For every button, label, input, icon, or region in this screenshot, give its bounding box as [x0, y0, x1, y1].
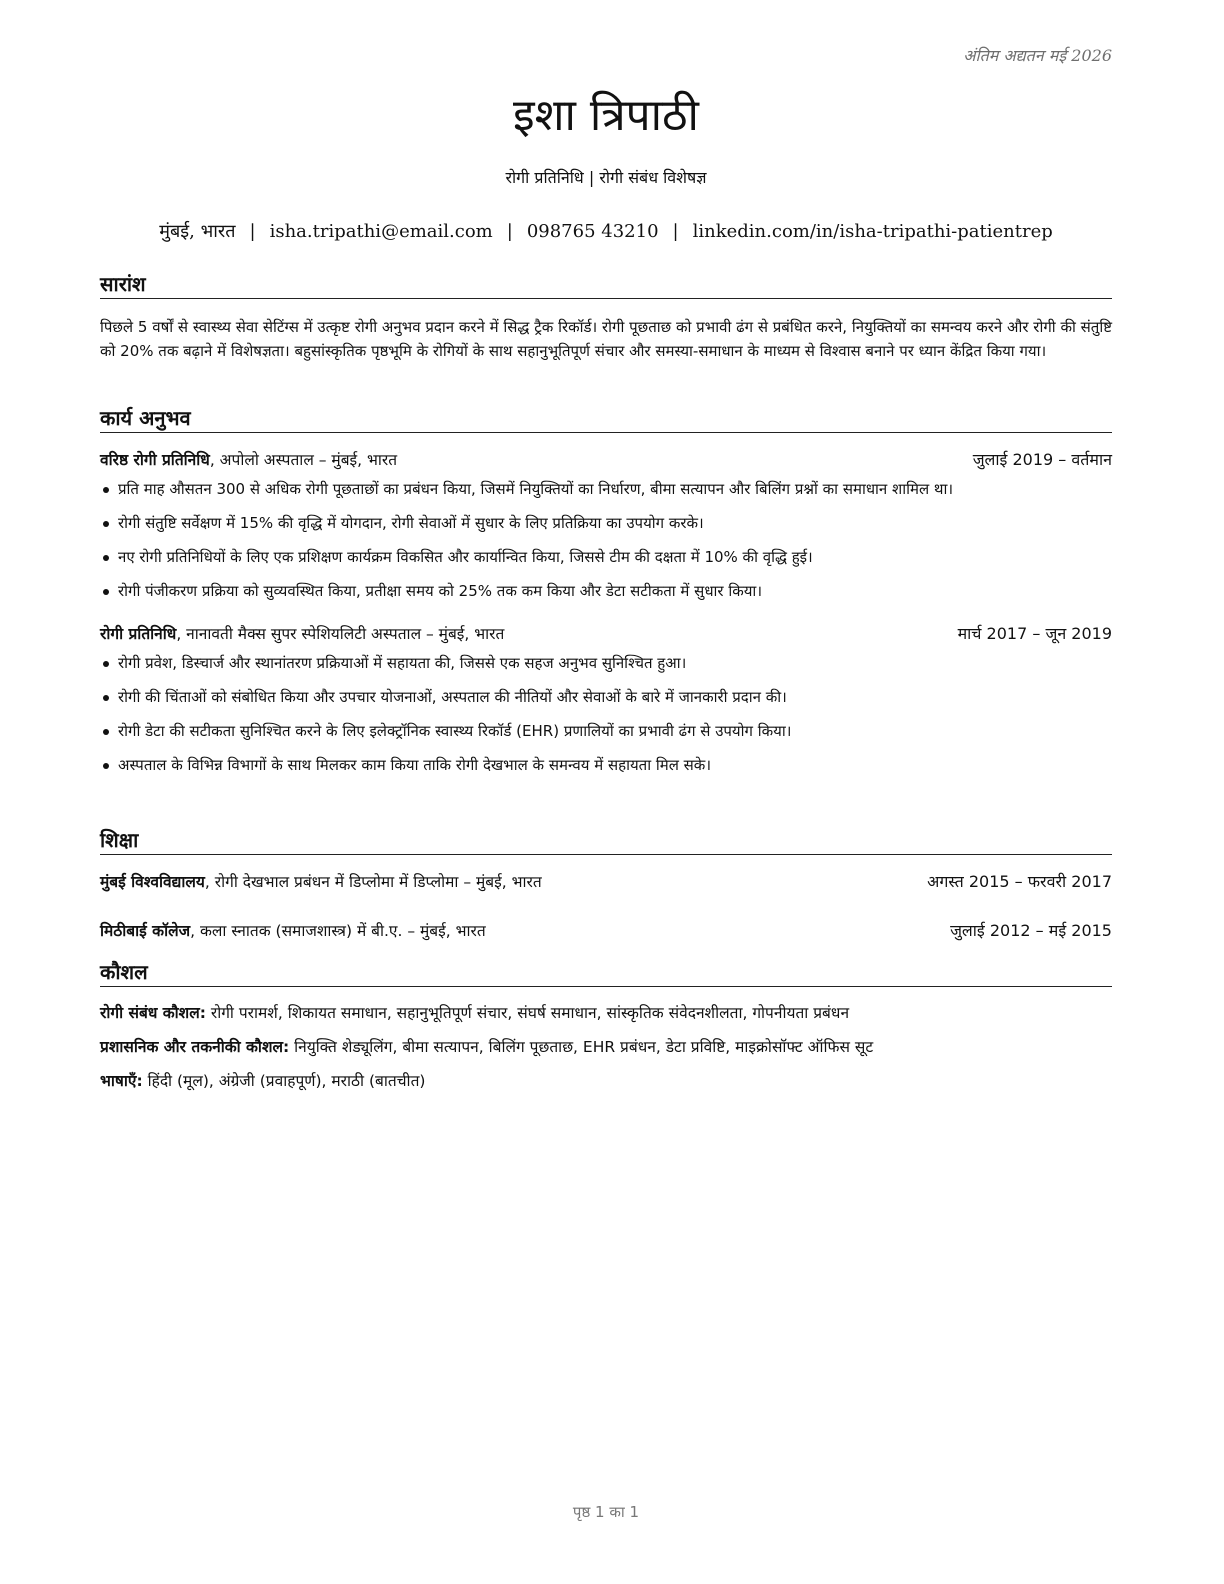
contact-separator: | [672, 221, 679, 242]
skill-line [100, 1001, 1112, 1025]
contact-linkedin[interactable]: linkedin.com/in/isha-tripathi-patientrep [692, 221, 1053, 242]
job-bullet: रोगी की चिंताओं को संबोधित किया और उपचार योजनाओं, अस्पताल की नीतियों और सेवाओं के बारे में जानकारी प्रदान की। [100, 685, 1112, 709]
candidate-name: इशा त्रिपाठी [513, 90, 699, 141]
summary-heading: सारांश [100, 270, 1112, 299]
job-bullets [100, 651, 1112, 777]
job-org: , अपोलो अस्पताल – मुंबई, भारत [209, 451, 398, 469]
education-school: मुंबई विश्वविद्यालय [100, 873, 205, 891]
last-updated: अंतिम अद्यतन मई 2026 [963, 46, 1112, 65]
skill-line [100, 1069, 1112, 1093]
skills-list [100, 1001, 1112, 1093]
skill-label: प्रशासनिक और तकनीकी कौशल: [100, 1038, 290, 1056]
job-title: वरिष्ठ रोगी प्रतिनिधि [100, 451, 210, 469]
job-bullet: रोगी संतुष्टि सर्वेक्षण में 15% की वृद्धि में योगदान, रोगी सेवाओं में सुधार के लिए प्रतिक्रिया का उपयोग करके। [100, 511, 1112, 535]
job-bullets [100, 477, 1112, 603]
contact-separator: | [249, 221, 256, 242]
job-title: रोगी प्रतिनिधि [100, 625, 177, 643]
experience-heading: कार्य अनुभव [100, 404, 1112, 433]
skill-value: रोगी परामर्श, शिकायत समाधान, सहानुभूतिपूर्ण संचार, संघर्ष समाधान, सांस्कृतिक संवेदनशीलता, गोपनीयता प्रबंधन [205, 1004, 850, 1022]
education-entry [100, 918, 1112, 944]
education-entry [100, 869, 1112, 895]
summary-section [100, 270, 1112, 363]
education-detail: , कला स्नातक (समाजशास्त्र) में बी.ए. – मुंबई, भारत [190, 922, 486, 940]
contact-separator: | [506, 221, 513, 242]
job-entry [100, 621, 1112, 777]
job-dates: मार्च 2017 – जून 2019 [957, 624, 1112, 643]
skills-section [100, 958, 1112, 1103]
education-heading: शिक्षा [100, 826, 1112, 855]
job-header [100, 447, 1112, 473]
education-section [100, 826, 1112, 944]
skills-heading: कौशल [100, 958, 1112, 987]
job-header [100, 621, 1112, 647]
resume-page [100, 0, 1112, 1584]
skill-line [100, 1035, 1112, 1059]
job-entry [100, 447, 1112, 603]
job-bullet: रोगी पंजीकरण प्रक्रिया को सुव्यवस्थित किया, प्रतीक्षा समय को 25% तक कम किया और डेटा सटीकता में सुधार किया। [100, 579, 1112, 603]
skill-value: नियुक्ति शेड्यूलिंग, बीमा सत्यापन, बिलिंग पूछताछ, EHR प्रबंधन, डेटा प्रविष्टि, माइक्रोसॉफ्ट ऑफिस सूट [289, 1038, 874, 1056]
job-bullet: रोगी प्रवेश, डिस्चार्ज और स्थानांतरण प्रक्रियाओं में सहायता की, जिससे एक सहज अनुभव सुनिश्चित हुआ। [100, 651, 1112, 675]
experience-section [100, 404, 1112, 787]
job-org: , नानावती मैक्स सुपर स्पेशियलिटी अस्पताल – मुंबई, भारत [176, 625, 505, 643]
contact-phone: 098765 43210 [526, 221, 659, 242]
page-footer: पृष्ठ 1 का 1 [572, 1503, 640, 1521]
candidate-subtitle: रोगी प्रतिनिधि | रोगी संबंध विशेषज्ञ [505, 168, 707, 187]
summary-text: पिछले 5 वर्षों से स्वास्थ्य सेवा सेटिंग्स में उत्कृष्ट रोगी अनुभव प्रदान करने में सिद्ध ट्रैक रिकॉर्ड। रोगी पूछताछ को प्रभावी ढंग से प्रबंधित करने, नियुक्तियों का समन्वय करने और रोगी की संतुष्टि को 20% तक बढ़ाने में विशेषज्ञता। बहुसांस्कृतिक पृष्ठभूमि के रोगियों के साथ सहानुभूतिपूर्ण संचार और समस्या-समाधान के माध्यम से विश्वास बनाने पर ध्यान केंद्रित किया गया। [100, 318, 1112, 360]
education-detail: , रोगी देखभाल प्रबंधन में डिप्लोमा में डिप्लोमा – मुंबई, भारत [204, 873, 542, 891]
job-bullet: अस्पताल के विभिन्न विभागों के साथ मिलकर काम किया ताकि रोगी देखभाल के समन्वय में सहायता मिल सके। [100, 753, 1112, 777]
education-dates: अगस्त 2015 – फरवरी 2017 [927, 872, 1112, 891]
job-bullet: नए रोगी प्रतिनिधियों के लिए एक प्रशिक्षण कार्यक्रम विकसित और कार्यान्वित किया, जिससे टीम की दक्षता में 10% की वृद्धि हुई। [100, 545, 1112, 569]
education-dates: जुलाई 2012 – मई 2015 [950, 921, 1112, 940]
skill-label: रोगी संबंध कौशल: [100, 1004, 206, 1022]
skill-label: भाषाएँ: [100, 1072, 143, 1090]
job-dates: जुलाई 2019 – वर्तमान [972, 450, 1112, 469]
education-school: मिठीबाई कॉलेज [100, 922, 191, 940]
contact-line [100, 219, 1112, 243]
contact-location: मुंबई, भारत [159, 221, 236, 242]
job-bullet: प्रति माह औसतन 300 से अधिक रोगी पूछताछों का प्रबंधन किया, जिसमें नियुक्तियों का निर्धारण, बीमा सत्यापन और बिलिंग प्रश्नों का समाधान शामिल था। [100, 477, 1112, 501]
skill-value: हिंदी (मूल), अंग्रेजी (प्रवाहपूर्ण), मराठी (बातचीत) [142, 1072, 426, 1090]
contact-email[interactable]: isha.tripathi@email.com [269, 221, 493, 242]
job-bullet: रोगी डेटा की सटीकता सुनिश्चित करने के लिए इलेक्ट्रॉनिक स्वास्थ्य रिकॉर्ड (EHR) प्रणालियों का प्रभावी ढंग से उपयोग किया। [100, 719, 1112, 743]
